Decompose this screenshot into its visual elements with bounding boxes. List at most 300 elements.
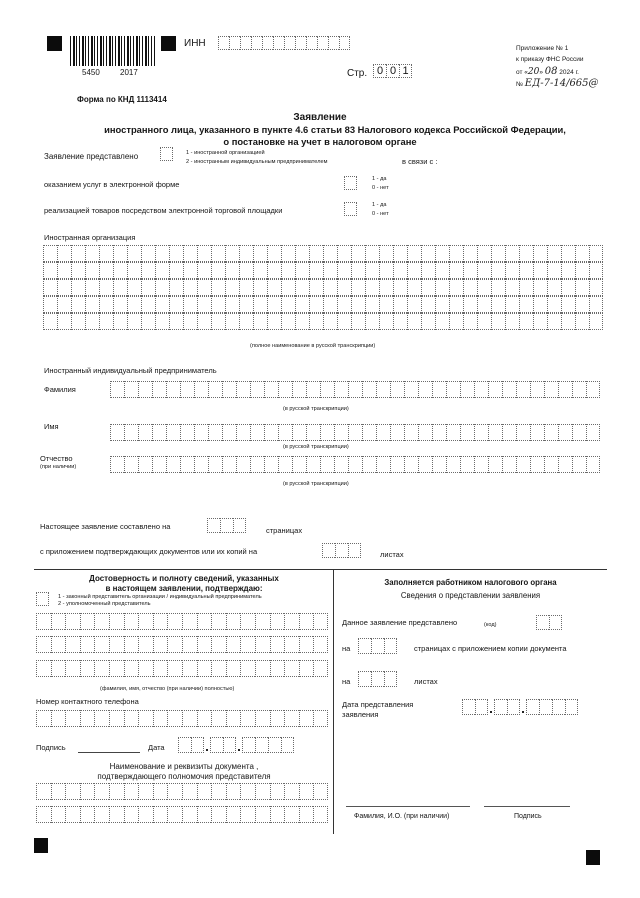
char-cell[interactable] [36, 636, 51, 653]
char-cell[interactable] [127, 262, 141, 279]
char-cell[interactable] [393, 262, 407, 279]
char-cell[interactable] [180, 381, 194, 398]
char-cell[interactable] [141, 279, 155, 296]
char-cell[interactable] [284, 636, 299, 653]
char-cell[interactable] [127, 313, 141, 330]
char-cell[interactable] [284, 806, 299, 823]
char-cell[interactable] [270, 783, 285, 800]
char-cell[interactable] [488, 456, 502, 473]
char-cell[interactable] [197, 783, 212, 800]
char-cell[interactable] [239, 296, 253, 313]
char-cell[interactable] [547, 313, 561, 330]
char-cell[interactable] [334, 381, 348, 398]
char-cell[interactable] [299, 783, 314, 800]
char-cell[interactable] [43, 245, 57, 262]
doc-row-1[interactable] [36, 783, 328, 800]
char-cell[interactable] [295, 245, 309, 262]
char-cell[interactable] [299, 636, 314, 653]
char-cell[interactable] [575, 296, 589, 313]
char-cell[interactable] [418, 456, 432, 473]
char-cell[interactable] [141, 313, 155, 330]
char-cell[interactable] [250, 381, 264, 398]
char-cell[interactable] [278, 424, 292, 441]
char-cell[interactable] [211, 806, 226, 823]
char-cell[interactable] [85, 262, 99, 279]
char-cell[interactable] [57, 245, 71, 262]
char-cell[interactable] [309, 313, 323, 330]
char-cell[interactable] [36, 710, 51, 727]
char-cell[interactable] [292, 424, 306, 441]
char-cell[interactable] [281, 262, 295, 279]
char-cell[interactable] [182, 806, 197, 823]
char-cell[interactable] [544, 456, 558, 473]
char-cell[interactable] [449, 313, 463, 330]
char-cell[interactable] [57, 262, 71, 279]
char-cell[interactable] [309, 296, 323, 313]
char-cell[interactable] [267, 313, 281, 330]
char-cell[interactable] [491, 279, 505, 296]
char-cell[interactable] [284, 613, 299, 630]
char-cell[interactable] [572, 424, 586, 441]
char-cell[interactable] [180, 456, 194, 473]
char-cell[interactable] [435, 296, 449, 313]
char-cell[interactable] [127, 245, 141, 262]
officer-fio-line[interactable] [346, 806, 470, 807]
char-cell[interactable] [211, 313, 225, 330]
char-cell[interactable] [575, 245, 589, 262]
char-cell[interactable] [110, 381, 124, 398]
char-cell[interactable] [334, 456, 348, 473]
char-cell[interactable] [167, 613, 182, 630]
char-cell[interactable] [561, 296, 575, 313]
char-cell[interactable] [589, 296, 603, 313]
char-cell[interactable] [491, 313, 505, 330]
char-cell[interactable] [558, 456, 572, 473]
submitted-code-field[interactable] [160, 147, 173, 161]
char-cell[interactable] [225, 279, 239, 296]
char-cell[interactable] [418, 381, 432, 398]
char-cell[interactable] [51, 783, 66, 800]
char-cell[interactable] [167, 710, 182, 727]
char-cell[interactable] [155, 245, 169, 262]
char-cell[interactable] [182, 783, 197, 800]
char-cell[interactable] [474, 456, 488, 473]
char-cell[interactable] [80, 806, 95, 823]
char-cell[interactable] [255, 806, 270, 823]
char-cell[interactable] [240, 660, 255, 677]
char-cell[interactable] [435, 313, 449, 330]
char-cell[interactable] [57, 296, 71, 313]
char-cell[interactable] [194, 424, 208, 441]
char-cell[interactable] [393, 245, 407, 262]
char-cell[interactable] [113, 296, 127, 313]
char-cell[interactable] [109, 660, 124, 677]
char-cell[interactable] [253, 313, 267, 330]
inn-field[interactable] [218, 36, 350, 50]
char-cell[interactable] [211, 636, 226, 653]
char-cell[interactable] [211, 783, 226, 800]
char-cell[interactable] [421, 262, 435, 279]
char-cell[interactable] [281, 279, 295, 296]
char-cell[interactable] [99, 262, 113, 279]
char-cell[interactable] [226, 660, 241, 677]
char-cell[interactable] [253, 262, 267, 279]
char-cell[interactable] [404, 381, 418, 398]
char-cell[interactable] [572, 456, 586, 473]
char-cell[interactable] [313, 806, 328, 823]
char-cell[interactable] [255, 636, 270, 653]
char-cell[interactable] [547, 262, 561, 279]
char-cell[interactable] [477, 279, 491, 296]
patronymic-field[interactable] [110, 456, 600, 473]
char-cell[interactable] [267, 296, 281, 313]
signer-type-field[interactable] [36, 592, 49, 606]
char-cell[interactable] [264, 381, 278, 398]
char-cell[interactable] [575, 262, 589, 279]
char-cell[interactable] [109, 806, 124, 823]
char-cell[interactable] [390, 424, 404, 441]
char-cell[interactable] [320, 424, 334, 441]
char-cell[interactable] [85, 313, 99, 330]
char-cell[interactable] [505, 313, 519, 330]
char-cell[interactable] [407, 279, 421, 296]
char-cell[interactable] [152, 381, 166, 398]
char-cell[interactable] [113, 262, 127, 279]
char-cell[interactable] [516, 424, 530, 441]
sign-line[interactable] [78, 752, 140, 753]
char-cell[interactable] [85, 279, 99, 296]
char-cell[interactable] [281, 313, 295, 330]
char-cell[interactable] [488, 424, 502, 441]
char-cell[interactable] [222, 456, 236, 473]
char-cell[interactable] [85, 245, 99, 262]
char-cell[interactable] [225, 245, 239, 262]
char-cell[interactable] [449, 279, 463, 296]
char-cell[interactable] [404, 456, 418, 473]
char-cell[interactable] [558, 424, 572, 441]
char-cell[interactable] [127, 296, 141, 313]
char-cell[interactable] [379, 262, 393, 279]
char-cell[interactable] [477, 262, 491, 279]
phone-field[interactable] [36, 710, 328, 727]
char-cell[interactable] [124, 424, 138, 441]
char-cell[interactable] [547, 245, 561, 262]
char-cell[interactable] [558, 381, 572, 398]
char-cell[interactable] [463, 296, 477, 313]
char-cell[interactable] [460, 424, 474, 441]
char-cell[interactable] [337, 262, 351, 279]
char-cell[interactable] [183, 313, 197, 330]
char-cell[interactable] [284, 783, 299, 800]
char-cell[interactable] [183, 279, 197, 296]
char-cell[interactable] [138, 783, 153, 800]
char-cell[interactable] [432, 381, 446, 398]
char-cell[interactable] [270, 710, 285, 727]
char-cell[interactable] [94, 806, 109, 823]
char-cell[interactable] [530, 424, 544, 441]
char-cell[interactable] [141, 262, 155, 279]
char-cell[interactable] [166, 456, 180, 473]
char-cell[interactable] [348, 381, 362, 398]
char-cell[interactable] [547, 296, 561, 313]
char-cell[interactable] [474, 381, 488, 398]
char-cell[interactable] [299, 613, 314, 630]
char-cell[interactable] [222, 424, 236, 441]
char-cell[interactable] [533, 313, 547, 330]
char-cell[interactable] [295, 313, 309, 330]
char-cell[interactable] [575, 279, 589, 296]
char-cell[interactable] [362, 424, 376, 441]
char-cell[interactable] [449, 245, 463, 262]
sign-date-field[interactable] [178, 737, 294, 753]
char-cell[interactable] [365, 262, 379, 279]
char-cell[interactable] [113, 245, 127, 262]
char-cell[interactable] [197, 279, 211, 296]
char-cell[interactable] [589, 313, 603, 330]
char-cell[interactable] [51, 636, 66, 653]
submitted-method-field[interactable] [536, 615, 562, 630]
char-cell[interactable] [239, 245, 253, 262]
char-cell[interactable] [267, 279, 281, 296]
char-cell[interactable] [575, 313, 589, 330]
char-cell[interactable] [94, 710, 109, 727]
char-cell[interactable] [65, 660, 80, 677]
char-cell[interactable] [544, 424, 558, 441]
char-cell[interactable] [138, 636, 153, 653]
char-cell[interactable] [463, 279, 477, 296]
char-cell[interactable] [138, 381, 152, 398]
char-cell[interactable] [449, 296, 463, 313]
char-cell[interactable] [547, 279, 561, 296]
char-cell[interactable] [365, 313, 379, 330]
right-sheets-field[interactable] [358, 671, 397, 687]
char-cell[interactable] [589, 279, 603, 296]
char-cell[interactable] [292, 456, 306, 473]
char-cell[interactable] [351, 262, 365, 279]
char-cell[interactable] [226, 613, 241, 630]
char-cell[interactable] [253, 296, 267, 313]
char-cell[interactable] [65, 710, 80, 727]
char-cell[interactable] [110, 456, 124, 473]
char-cell[interactable] [270, 806, 285, 823]
char-cell[interactable] [109, 783, 124, 800]
char-cell[interactable] [533, 279, 547, 296]
char-cell[interactable] [180, 424, 194, 441]
char-cell[interactable] [463, 245, 477, 262]
char-cell[interactable] [141, 245, 155, 262]
char-cell[interactable] [127, 279, 141, 296]
char-cell[interactable] [236, 456, 250, 473]
char-cell[interactable] [99, 245, 113, 262]
char-cell[interactable] [51, 660, 66, 677]
char-cell[interactable] [519, 296, 533, 313]
char-cell[interactable] [153, 710, 168, 727]
char-cell[interactable] [226, 806, 241, 823]
char-cell[interactable] [138, 806, 153, 823]
char-cell[interactable] [561, 262, 575, 279]
char-cell[interactable] [351, 279, 365, 296]
char-cell[interactable] [446, 381, 460, 398]
char-cell[interactable] [418, 424, 432, 441]
char-cell[interactable] [113, 279, 127, 296]
char-cell[interactable] [407, 245, 421, 262]
char-cell[interactable] [284, 710, 299, 727]
char-cell[interactable] [169, 313, 183, 330]
char-cell[interactable] [376, 424, 390, 441]
char-cell[interactable] [208, 456, 222, 473]
char-cell[interactable] [80, 613, 95, 630]
char-cell[interactable] [505, 262, 519, 279]
char-cell[interactable] [153, 636, 168, 653]
char-cell[interactable] [491, 262, 505, 279]
char-cell[interactable] [435, 279, 449, 296]
char-cell[interactable] [211, 279, 225, 296]
char-cell[interactable] [225, 296, 239, 313]
name-field[interactable] [110, 424, 600, 441]
char-cell[interactable] [71, 313, 85, 330]
char-cell[interactable] [51, 613, 66, 630]
goods-field[interactable] [344, 202, 357, 216]
signer-fio-row-2[interactable] [36, 636, 328, 653]
char-cell[interactable] [267, 245, 281, 262]
char-cell[interactable] [250, 456, 264, 473]
char-cell[interactable] [51, 710, 66, 727]
char-cell[interactable] [138, 613, 153, 630]
char-cell[interactable] [183, 262, 197, 279]
char-cell[interactable] [292, 381, 306, 398]
char-cell[interactable] [561, 279, 575, 296]
char-cell[interactable] [65, 613, 80, 630]
char-cell[interactable] [586, 424, 600, 441]
char-cell[interactable] [80, 660, 95, 677]
char-cell[interactable] [449, 262, 463, 279]
char-cell[interactable] [166, 424, 180, 441]
char-cell[interactable] [323, 313, 337, 330]
char-cell[interactable] [167, 660, 182, 677]
char-cell[interactable] [519, 313, 533, 330]
char-cell[interactable] [491, 296, 505, 313]
char-cell[interactable] [236, 424, 250, 441]
char-cell[interactable] [194, 381, 208, 398]
char-cell[interactable] [124, 381, 138, 398]
char-cell[interactable] [43, 279, 57, 296]
char-cell[interactable] [138, 710, 153, 727]
char-cell[interactable] [376, 456, 390, 473]
char-cell[interactable] [109, 613, 124, 630]
char-cell[interactable] [167, 783, 182, 800]
char-cell[interactable] [211, 245, 225, 262]
char-cell[interactable] [460, 456, 474, 473]
char-cell[interactable] [460, 381, 474, 398]
char-cell[interactable] [57, 313, 71, 330]
char-cell[interactable] [393, 313, 407, 330]
char-cell[interactable] [57, 279, 71, 296]
char-cell[interactable] [362, 381, 376, 398]
char-cell[interactable] [255, 710, 270, 727]
char-cell[interactable] [421, 296, 435, 313]
char-cell[interactable] [80, 710, 95, 727]
char-cell[interactable] [94, 636, 109, 653]
char-cell[interactable] [365, 296, 379, 313]
right-pages-field[interactable] [358, 638, 397, 654]
char-cell[interactable] [505, 279, 519, 296]
char-cell[interactable] [153, 806, 168, 823]
char-cell[interactable] [404, 424, 418, 441]
char-cell[interactable] [211, 296, 225, 313]
char-cell[interactable] [586, 381, 600, 398]
char-cell[interactable] [323, 262, 337, 279]
char-cell[interactable] [313, 636, 328, 653]
char-cell[interactable] [222, 381, 236, 398]
char-cell[interactable] [51, 806, 66, 823]
char-cell[interactable] [182, 613, 197, 630]
char-cell[interactable] [264, 424, 278, 441]
char-cell[interactable] [197, 710, 212, 727]
char-cell[interactable] [99, 296, 113, 313]
char-cell[interactable] [313, 613, 328, 630]
char-cell[interactable] [530, 381, 544, 398]
char-cell[interactable] [313, 660, 328, 677]
char-cell[interactable] [488, 381, 502, 398]
char-cell[interactable] [80, 636, 95, 653]
char-cell[interactable] [284, 660, 299, 677]
char-cell[interactable] [463, 313, 477, 330]
char-cell[interactable] [169, 279, 183, 296]
char-cell[interactable] [152, 424, 166, 441]
char-cell[interactable] [407, 313, 421, 330]
char-cell[interactable] [110, 424, 124, 441]
char-cell[interactable] [239, 279, 253, 296]
char-cell[interactable] [71, 279, 85, 296]
char-cell[interactable] [197, 613, 212, 630]
char-cell[interactable] [313, 783, 328, 800]
char-cell[interactable] [264, 456, 278, 473]
char-cell[interactable] [421, 279, 435, 296]
char-cell[interactable] [270, 660, 285, 677]
char-cell[interactable] [240, 710, 255, 727]
char-cell[interactable] [194, 456, 208, 473]
char-cell[interactable] [323, 279, 337, 296]
char-cell[interactable] [43, 313, 57, 330]
char-cell[interactable] [306, 456, 320, 473]
signer-fio-row-3[interactable] [36, 660, 328, 677]
char-cell[interactable] [337, 245, 351, 262]
char-cell[interactable] [502, 456, 516, 473]
char-cell[interactable] [351, 296, 365, 313]
char-cell[interactable] [197, 806, 212, 823]
char-cell[interactable] [379, 279, 393, 296]
char-cell[interactable] [306, 424, 320, 441]
char-cell[interactable] [141, 296, 155, 313]
char-cell[interactable] [240, 806, 255, 823]
char-cell[interactable] [379, 245, 393, 262]
char-cell[interactable] [153, 660, 168, 677]
char-cell[interactable] [211, 710, 226, 727]
char-cell[interactable] [306, 381, 320, 398]
char-cell[interactable] [435, 245, 449, 262]
doc-row-2[interactable] [36, 806, 328, 823]
char-cell[interactable] [65, 783, 80, 800]
char-cell[interactable] [225, 313, 239, 330]
char-cell[interactable] [43, 262, 57, 279]
char-cell[interactable] [255, 783, 270, 800]
char-cell[interactable] [323, 245, 337, 262]
char-cell[interactable] [421, 313, 435, 330]
char-cell[interactable] [337, 296, 351, 313]
char-cell[interactable] [240, 636, 255, 653]
char-cell[interactable] [278, 381, 292, 398]
char-cell[interactable] [138, 424, 152, 441]
